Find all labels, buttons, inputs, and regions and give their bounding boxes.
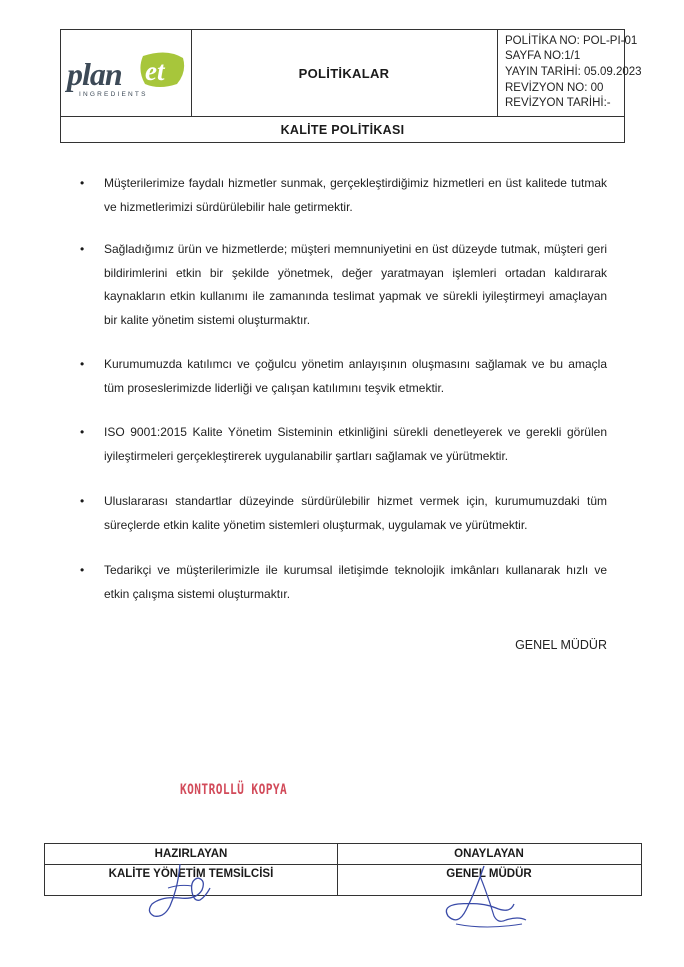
header-row <box>61 30 642 117</box>
list-item-text: Tedarikçi ve müşterilerimizle ile kurumsal iletişimde teknolojik imkânları kullanarak hızlı ve etkin çalışma sistemi oluşturmaktır. <box>104 563 607 601</box>
prepared-by: KALİTE YÖNETİM TEMSİLCİSİ <box>108 868 274 880</box>
revision-no: REVİZYON NO: 00 <box>505 82 604 94</box>
meta-cell <box>497 30 642 116</box>
publish-date: YAYIN TARİHİ: 05.09.2023 <box>505 66 642 78</box>
list-item-text: Müşterilerimize faydalı hizmetler sunmak, gerçekleştirdiğimiz hizmetleri en üst kalitede tutmak ve hizmetlerimizi sürdürülebilir hale getirmektir. <box>104 176 607 214</box>
prepared-signature <box>140 858 220 928</box>
bullet-icon: • <box>80 176 85 190</box>
svg-text:et: et <box>145 56 165 86</box>
title-cell <box>191 30 498 116</box>
controlled-copy-stamp: KONTROLLÜ KOPYA <box>180 782 288 798</box>
approved-signature <box>436 860 536 932</box>
document-subtitle: KALİTE POLİTİKASI <box>280 122 405 137</box>
bullet-icon: • <box>80 563 85 577</box>
revision-date: REVİZYON TARİHİ:- <box>505 97 611 109</box>
subtitle-row <box>61 116 624 143</box>
document-title: POLİTİKALAR <box>298 65 390 81</box>
svg-text:plan: plan <box>67 56 122 92</box>
approved-label: ONAYLAYAN <box>337 844 641 865</box>
document-header-table <box>60 29 642 143</box>
bullet-icon: • <box>80 242 85 256</box>
page-no: SAYFA NO:1/1 <box>505 50 581 62</box>
approval-table <box>44 843 642 896</box>
list-item-text: Uluslararası standartlar düzeyinde sürdürülebilir hizmet vermek için, kurumumuzdaki tüm süreçlerde etkin kalite yönetim sistemleri oluşturmak, uygulamak ve yürütmektir. <box>104 494 607 532</box>
policy-no: POLİTİKA NO: POL-PI-01 <box>505 35 638 47</box>
bullet-icon: • <box>80 425 85 439</box>
approved-by: GENEL MÜDÜR <box>446 868 532 880</box>
logo-subtitle: INGREDIENTS <box>79 91 148 98</box>
list-item-text: Sağladığımız ürün ve hizmetlerde; müşteri memnuniyetini en üst düzeyde tutmak, müşteri geri bildirimlerini etkin bir şekilde yönetmek, değer yaratmayan işlemleri ortadan kaldırarak kaynakların etkin kullanımı ile zamanında teslimat yapmak ve sürekli iyileştirmeyi amaçlayan bir kalite yönetim sistemi oluşturmaktır. <box>104 242 607 327</box>
bullet-icon: • <box>80 357 85 371</box>
planet-logo <box>65 50 187 100</box>
logo-cell <box>61 30 192 116</box>
bullet-icon: • <box>80 494 85 508</box>
list-item-text: ISO 9001:2015 Kalite Yönetim Sisteminin etkinliğini sürekli denetleyerek ve gerekli görülen iyileştirmeleri gerçekleştirerek uygulanabilir şartları sağlamak ve yürütmektir. <box>104 425 607 463</box>
signatory-title: GENEL MÜDÜR <box>515 638 607 652</box>
list-item-text: Kurumumuzda katılımcı ve çoğulcu yönetim anlayışının oluşmasını sağlamak ve bu amaçla tüm proseslerimizde liderliği ve çalışan katılımını teşvik etmektir. <box>104 357 607 395</box>
prepared-label: HAZIRLAYAN <box>45 844 337 865</box>
